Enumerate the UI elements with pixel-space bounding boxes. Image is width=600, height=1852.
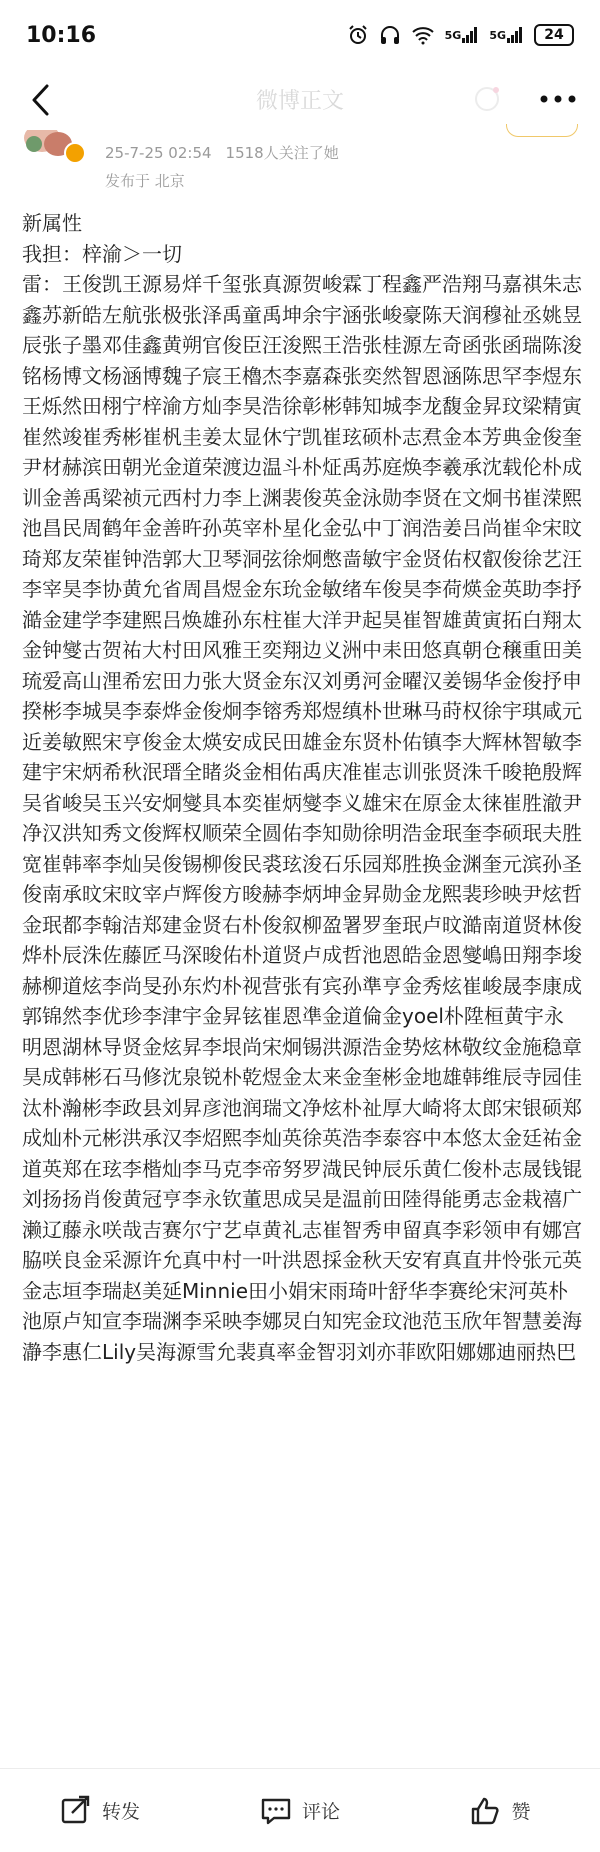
post-content: [22, 208, 582, 1367]
headphones-icon: [379, 24, 401, 46]
signal-5g-icon: [445, 24, 480, 46]
post-datetime: 25-7-25 02:54: [105, 144, 212, 162]
status-icons: [347, 24, 574, 46]
alarm-icon: [347, 24, 369, 46]
comment-icon: [260, 1795, 292, 1827]
comment-label: 评论: [301, 1801, 340, 1823]
status-time: 10:16: [26, 22, 97, 48]
like-button[interactable]: [400, 1795, 600, 1827]
more-button[interactable]: [536, 84, 580, 114]
thumbs-up-icon: [469, 1795, 501, 1827]
action-bar: [0, 1769, 600, 1852]
network-type-label: 5G: [444, 28, 462, 42]
repost-icon: [60, 1795, 92, 1827]
share-icon[interactable]: [470, 84, 504, 114]
follow-button[interactable]: [506, 124, 578, 137]
post-info-line: [105, 142, 339, 163]
page-title: 微博正文: [255, 89, 344, 114]
post-location: 发布于 北京: [105, 172, 185, 190]
repost-label: 转发: [101, 1801, 140, 1823]
more-dots-icon: [540, 95, 576, 103]
nav-bar: [0, 70, 600, 130]
battery-icon: 24: [534, 24, 574, 46]
post-line: 我担：梓渝＞一切: [22, 241, 182, 266]
like-label: 赞: [511, 1801, 531, 1823]
verified-badge-icon: [64, 142, 86, 164]
signal-5g-icon: [489, 24, 524, 46]
post-line: 新属性: [22, 211, 82, 235]
followers-note: 1518人关注了她: [225, 144, 339, 162]
post-meta: [0, 130, 600, 200]
post-line: 雷：王俊凯王源易烊千玺张真源贺峻霖丁程鑫严浩翔马嘉祺朱志鑫苏新皓左航张极张泽禹童禹坤余宇涵张峻豪陈天润穆祉丞姚昱辰张子墨邓佳鑫黄朔官俊臣汪浚熙王浩张桂源左奇函张函瑞陈浚铭杨博文杨涵博魏子宸王櫓杰李嘉森张奕然智恩涵陈思罕李煜东王烁然田栩宁梓渝方灿李昊浩徐彰彬韩知城李龙馥金昇玟梁精寅崔然竣崔秀彬崔杋圭姜太显休宁凯崔玹硕朴志焄金本芳典金俊奎尹材赫滨田朝光金道荣渡边温斗朴炡禹苏庭焕李羲承沈载伦朴成训金善禹梁祯元西村力李上渊裴俊英金泳勋李贤在文炯书崔溁熙池昌民周鹤年金善旿孙英宰朴星化金弘中丁润浩姜吕尚崔伞宋旼琦郑友荣崔钟浩郭大卫琴洞弦徐炯憋啬敏宇金贤佑权叡俊徐艺汪李宰昊李协黄允省周昌煜金东玧金敏绪车俊昊李荷煐金英助李抒澔金建学李建熙吕焕雄孙东柱崔大洋尹起昊崔智雄黄寅拓白翔太金钟燮古贺祐大村田风雅王奕翔边义洲中耒田悠真朝仓穣重田美琉爱高山浬希宏田力张大贤金东汉刘勇河金曜汉姜锡华金俊抒申揆彬李城昊李泰烨金俊炯李镕秀郑煜缜朴世琳马莳权徐宇琪咸元近姜敏熙宋亨俊金太煐安成民田雄金东贤朴佑镇李大辉林智敏李建宇宋炳希秋泯瑨全睹炎金相佑禹庆准崔志训张贤洙千晙艳殷辉吴省峻吴玉兴安炯燮具本奕崔炳燮李义雄宋在原金太徕崔胜澈尹净汉洪知秀文俊辉权顺荣全圆佑李知勋徐明浩金珉奎李硕珉夫胜宽崔韩率李灿吴俊锡柳俊民裘玹浚石乐园郑胜换金渊奎元滨孙圣俊南承旼宋旼宰卢辉俊方晙赫李炳坤金昇勋金龙熙裴珍映尹炫哲金珉都李翰洁郑建金贤右朴俊叙柳盈署罗奎珉卢旼澔南道贤林俊烨朴辰洙佐藤匠马深晙佑朴道贤卢成哲池恩皓金恩燮嶋田翔李埈赫柳道炫李尚旻孙东灼朴视营张有宾孙準亨金秀炫崔峻晟李康成郭锦然李优珍李津宇金昇铉崔恩凖金道倫金yoel朴陞桓黄宇永明恩湖林导贤金炫昇李垠尚宋炯锡洪源浩金势炫林敬纹金施稳章昊成韩彬石马修沈泉锐朴乾煜金太来金奎彬金地雄韩维辰寺园佳汰朴瀚彬李政县刘昇彦池润瑞文净炫朴祉厚大崎将太郎宋银硕郑成灿朴元彬洪承汉李炤熙李灿英徐英浩李泰容中本悠太金廷祐金道英郑在玹李楷灿李马克李帝努罗渽民钟辰乐黄仁俊朴志晟钱锟刘扬扬肖俊黄冠亨李永钦董思成吴是温前田陸得能勇志金栽禧广濑辽藤永咲哉吉赛尔宁艺卓黄礼志崔智秀申留真李彩领申有娜宫脇咲良金采源许允真中村一叶洪恩採金秋天安宥真直井怜张元英金志垣李瑞赵美延Minnie田小娟宋雨琦叶舒华李赛纶宋河英朴池原卢知宣李瑞渊李采映李娜炅白知宪金玟池范玉欣年智慧姜海瀞李惠仁Lily吴海源雪允裴真率金智羽刘亦菲欧阳娜娜迪丽热巴: [22, 272, 582, 1364]
comment-button[interactable]: [200, 1795, 400, 1827]
wifi-icon: [411, 24, 435, 46]
network-type-label: 5G: [489, 28, 506, 42]
repost-button[interactable]: [0, 1795, 200, 1827]
status-bar: [0, 0, 600, 70]
